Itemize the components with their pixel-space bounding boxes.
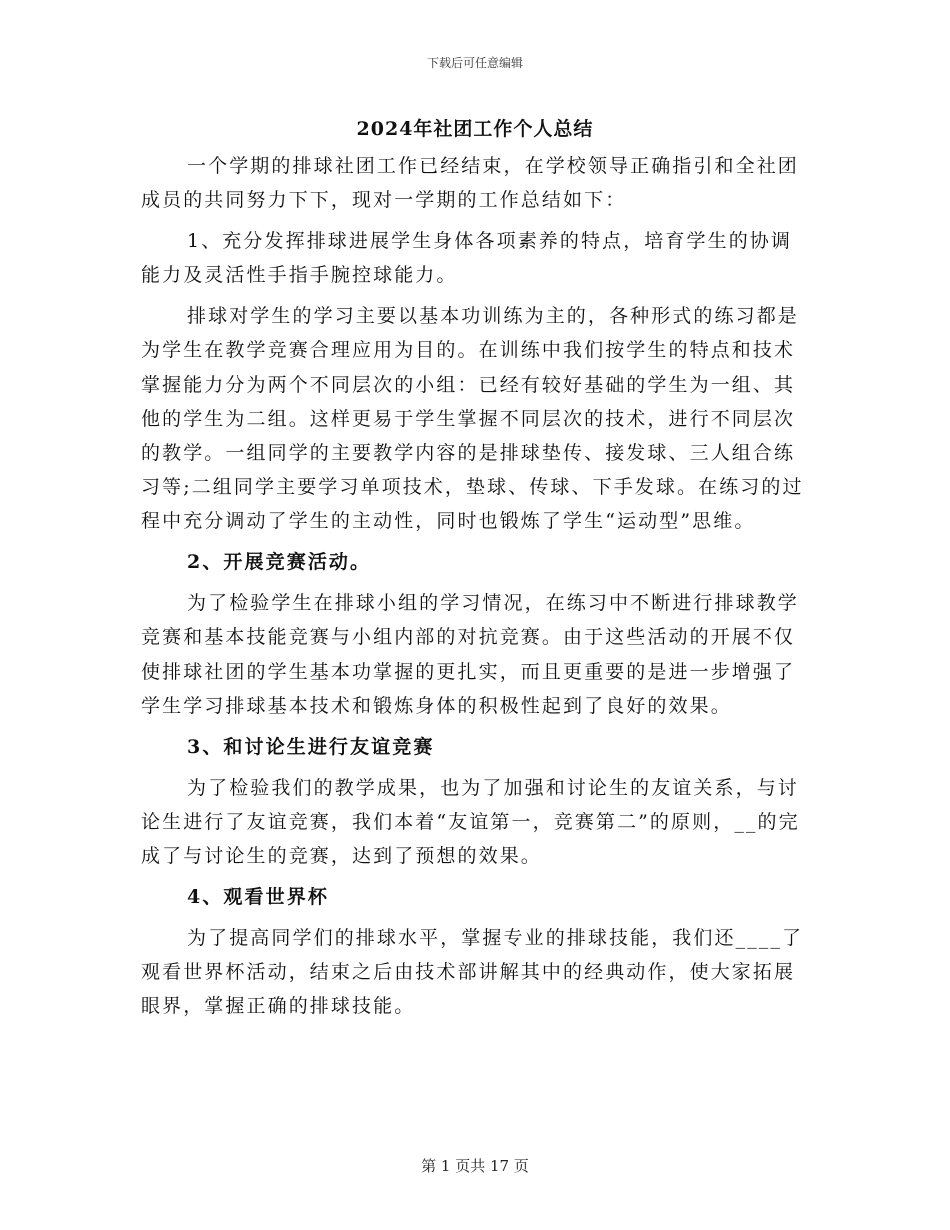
paragraph-training: 排球对学生的学习主要以基本功训练为主的，各种形式的练习都是为学生在教学竞赛合理应用为目的。在训练中我们按学生的特点和技术掌握能力分为两个不同层次的小组：已经有较好基础的学生为一组、其他的学生为二组。这样更易于学生掌握不同层次的技术，进行不同层次的教学。一组同学的主要教学内容的是排球垫传、接发球、三人组合练习等;二组同学主要学习单项技术，垫球、传球、下手发球。在练习的过程中充分调动了学生的主动性，同时也锻炼了学生“运动型”思维。 [141, 305, 804, 533]
paragraph-friendly-match: 为了检验我们的教学成果，也为了加强和讨论生的友谊关系，与讨论生进行了友谊竞赛，我们本着“友谊第一，竞赛第二”的原则，__的完成了与讨论生的竞赛，达到了预想的效果。 [141, 776, 800, 867]
section-heading-world-cup: 4、观看世界杯 [187, 885, 329, 908]
header-note: 下载后可任意编辑 [426, 56, 523, 70]
document-body [141, 149, 809, 1030]
paragraph-world-cup: 为了提高同学们的排球水平，掌握专业的排球技能，我们还____了观看世界杯活动，结束之后由技术部讲解其中的经典动作，使大家拓展眼界，掌握正确的排球技能。 [141, 926, 804, 1018]
paragraph-intro: 一个学期的排球社团工作已经结束，在学校领导正确指引和全社团成员的共同努力下下，现对一学期的工作总结如下： [141, 155, 799, 212]
section-heading-friendly-match: 3、和讨论生进行友谊竞赛 [187, 735, 435, 758]
paragraph-point-1: 1、充分发挥排球进展学生身体各项素养的特点，培育学生的协调能力及灵活性手指手腕控球能力。 [141, 230, 792, 287]
paragraph-competition: 为了检验学生在排球小组的学习情况，在练习中不断进行排球教学竞赛和基本技能竞赛与小组内部的对抗竞赛。由于这些活动的开展不仅使排球社团的学生基本功掌握的更扎实，而且更重要的是进一步增强了学生学习排球基本技术和锻炼身体的积极性起到了良好的效果。 [141, 592, 799, 717]
page-number-footer: 第 1 页共 17 页 [421, 1157, 529, 1175]
document-title: 2024年社团工作个人总结 [356, 118, 594, 140]
section-heading-competition: 2、开展竞赛活动。 [187, 551, 372, 574]
